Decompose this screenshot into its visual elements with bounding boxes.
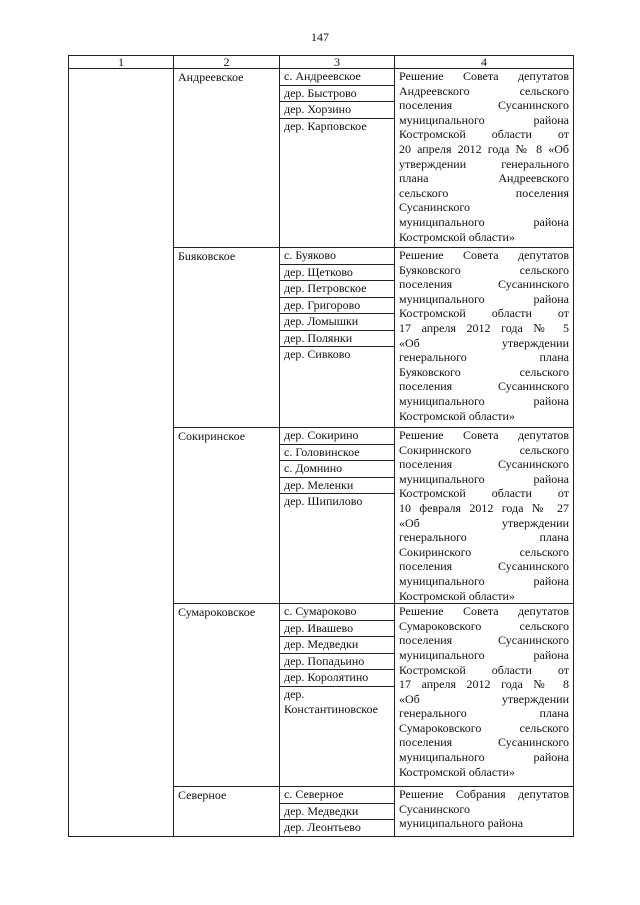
decision-line: Сумароковского сельского [399,618,569,633]
decision-line: Буяковского сельского [399,262,569,277]
decision-line: 10 февраля 2012 года № 27 [399,500,569,515]
column-header-1: 1 [69,56,174,69]
village-name: дер. Медведки [280,637,394,654]
table-row [69,428,574,604]
village-name: дер. Ломышки [280,314,394,331]
village-name: с. Андреевское [280,69,394,86]
decision-line: Решение Совета депутатов [399,428,569,442]
village-name: дер. Леонтьево [284,820,361,835]
row-number-cell [69,69,174,248]
village-name: дер. Королятино [280,670,394,687]
village-name: дер. Сокирино [280,428,394,445]
decision-line: Буяковского сельского [399,364,569,379]
village-name: с. Домнино [280,461,394,478]
village-list [280,787,394,836]
village-name: дер. Ивашево [280,621,394,638]
decision-line: поселения Сусанинского [399,559,569,574]
decision-cell [395,604,574,787]
decision-line: Сокиринского сельского [399,544,569,559]
decision-line: поселения Сусанинского [399,633,569,648]
decision-line: «Об утверждении [399,515,569,530]
decision-line: утверждении генерального [399,156,569,171]
table-row [69,248,574,428]
column-header-4: 4 [395,56,574,69]
table-row [69,604,574,787]
village-list [280,69,394,134]
decision-line: муниципального района [399,573,569,588]
district-name: Северное [178,788,227,803]
village-name: с. Северное [280,787,394,804]
village-name: дер. Григорово [280,298,394,315]
village-name: дер. Сивково [284,347,351,361]
decision-line: Костромской области от [399,127,569,142]
decision-line: Сокиринского сельского [399,442,569,457]
decision-line: Решение Совета депутатов [399,604,569,619]
decision-text [395,428,573,603]
decision-line: Костромской области от [399,662,569,677]
decision-line: Решение Собрания депутатов [399,787,569,802]
decision-text [395,604,573,779]
district-cell [174,428,280,604]
village-name: дер. Попадьино [280,654,394,671]
column-header-3: 3 [280,56,395,69]
decision-line: муниципального района [399,816,524,831]
district-cell [174,604,280,787]
decision-line: 20 апреля 2012 года № 8 «Об [399,141,569,156]
decision-line: муниципального района [399,750,569,765]
villages-cell [280,69,395,248]
village-list [280,604,394,718]
table-body [69,69,574,837]
decision-line: Костромской области» [399,588,515,603]
row-number-cell [69,787,174,837]
district-cell [174,248,280,428]
decision-line: поселения Сусанинского [399,457,569,472]
village-name: дер. Медведки [280,804,394,821]
village-name: дер. Хорзино [280,102,394,119]
decision-line: Андреевского сельского [399,83,569,98]
decision-line: муниципального района [399,291,569,306]
decision-line: генерального плана [399,706,569,721]
decision-line: поселения Сусанинского [399,98,569,113]
decision-line: Сусанинского [399,200,470,215]
village-name: с. Головинское [280,445,394,462]
decision-cell [395,787,574,837]
village-name: дер. Полянки [280,331,394,348]
row-number-cell [69,604,174,787]
decision-line: поселения Сусанинского [399,735,569,750]
decision-line: муниципального района [399,214,569,229]
decision-line: Костромской области» [399,408,515,423]
column-header-2: 2 [174,56,280,69]
decision-line: «Об утверждении [399,691,569,706]
district-name: Андреевское [178,70,244,84]
villages-cell [280,787,395,837]
decision-line: сельского поселения [399,185,569,200]
decision-line: плана Андреевского [399,171,569,186]
district-cell [174,787,280,837]
decision-line: муниципального района [399,471,569,486]
villages-cell [280,248,395,428]
district-cell [174,69,280,248]
decision-line: 17 апреля 2012 года № 5 [399,320,569,335]
decision-cell [395,69,574,248]
decision-line: Решение Совета депутатов [399,248,569,262]
settlements-table [68,55,574,837]
decision-line: «Об утверждении [399,335,569,350]
row-number-cell [69,248,174,428]
decision-line: муниципального района [399,112,569,127]
decision-line: Костромской области» [399,764,515,779]
decision-line: 17 апреля 2012 года № 8 [399,677,569,692]
page-number: 147 [311,30,329,44]
table-row [69,787,574,837]
district-name: Сумароковское [178,605,256,620]
decision-text [395,69,573,244]
village-name: дер. Меленки [280,478,394,495]
village-name: дер. Щетково [280,265,394,282]
district-name: Сокиринское [178,429,246,443]
village-name: с. Сумароково [280,604,394,621]
decision-line: Костромской области от [399,306,569,321]
villages-cell [280,604,395,787]
decision-line: Сусанинского [399,801,470,816]
decision-line: Сумароковского сельского [399,720,569,735]
villages-cell [280,428,395,604]
decision-line: Костромской области» [399,229,515,244]
village-list [280,248,394,363]
village-list [280,428,394,510]
village-name: с. Буяково [280,248,394,265]
decision-text [395,248,573,423]
decision-line: генерального плана [399,350,569,365]
decision-line: поселения Сусанинского [399,379,569,394]
row-number-cell [69,428,174,604]
decision-line: Решение Совета депутатов [399,69,569,83]
decision-line: поселения Сусанинского [399,277,569,292]
decision-cell [395,248,574,428]
table-header-row [69,56,574,69]
district-name: Бuяковское [178,249,236,263]
village-name: дер. Быстрово [280,86,394,103]
village-name: дер. Петровское [280,281,394,298]
decision-line: муниципального района [399,393,569,408]
decision-line: муниципального района [399,647,569,662]
village-name: дер. Шипилово [284,494,363,508]
decision-cell [395,428,574,604]
decision-line: генерального плана [399,530,569,545]
table-row [69,69,574,248]
decision-line: Костромской области от [399,486,569,501]
village-name: дер. Константиновское [284,686,378,717]
decision-text [395,787,573,831]
village-name: дер. Карповское [284,118,367,133]
